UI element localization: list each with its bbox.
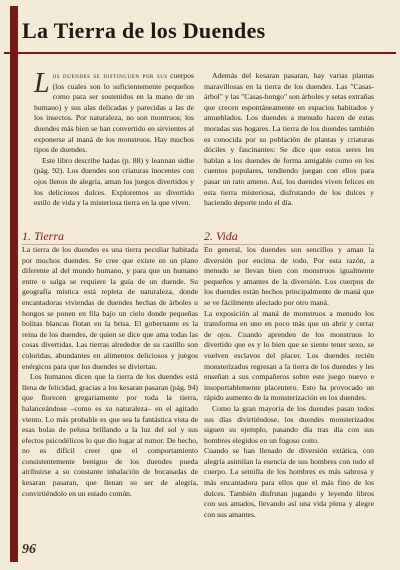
intro-text: cuerpos (los cuales son lo suficientemente pequeños como para ser sostenidos en la mano de un humano) y sus alas delicadas y parecidas a las de los insectos. Por naturaleza, no son montruos; los duendes más bien se han convertido en sirvientes al exponerse al maná de los monstruos. Hay muchos tipos de duendes.: [34, 71, 194, 155]
intro-column-right: [204, 71, 374, 209]
intro-paragraph-2: Este libro describe hadas (p. 88) y leannan sidhe (pág. 92). Los duendes son criaturas inocentes con ojos llenos de alegría, aman los juegos divertidos y los deliciosos dulces. Exploremos su divertido estilo de vida y la misteriosa tierra en la que viven.: [34, 155, 194, 208]
intro-lead: os duendes se distinguen por sus: [52, 71, 168, 80]
drop-cap: L: [34, 68, 50, 99]
intro-column: [34, 68, 194, 209]
vida-paragraph-4: Cuando se han llenado de diversión extática, con alegría asimilan la esencia de sus hombres con todo el cuerpo. La semilla de los hombres es más sabrosa y más encantadora para ellos que el más fino de los dulces. También disfrutan jugando y leyendo libros con sus amados, llevando así una vida plena y alegre con sus amantes.: [204, 446, 374, 519]
tierra-paragraph-1: La tierra de los duendes es una tierra peculiar habitada por muchos duendes. Se cree que existe en un plano diferente al del mundo humano, y para que un humano entre o salga se requiere la guía de un duende. Su geografía mística está repleta de naturaleza, donde encantadoras viviendas de duendes hechas de árboles u hongos se ponen en fila bajo un cielo donde pequeñas bolitas blancas flotan en la brisa. El gobernante es la reina de los duendes, de quien se dice que ama todas las cosas divertidas. Las tierras alrededor de su castillo son coloridas, abundantes en alimentos deliciosos y juegos enérgicos para que los duendes se diviertan.: [22, 245, 198, 371]
tierra-paragraph-2: Los humanos dicen que la tierra de los duendes está llena de felicidad, gracias a los kesaran pasaran (pág. 94) que florecen gregariamente por toda la tierra, balanceándose –como es su naturaleza– en el agitado viento. Lo más probable es que sea la fantástica vista de esas bolas de pelusa brillando a la luz del sol y sus efectos psicodélicos lo que dio lugar al rumor. De hecho, no es difícil creer que el comportamiento consistentemente benigno de los duendes pueda atribuirse a su constante inhalación de bocanadas de kesaran pasaran, que llenan su ser de alegría, convirtiéndolo en un estado común.: [22, 372, 198, 498]
section-heading-vida: 2. Vida: [204, 229, 238, 243]
vida-paragraph-3: Como la gran mayoría de los duendes pasan todos sus días divirtiéndose, los duendes monsterizados siguen su ejemplo, pasando día tras día con sus hombres elegidos en un fogoso coito.: [204, 403, 374, 445]
title-underline: [4, 52, 396, 54]
vida-paragraph-2: La exposición al maná de monstruos a menudo los transforma en uno en poco más que un abrir y cerrar de ojos. Cuando aprenden de los monstruos lo divertido que es y lo bien que se siente tener sexo, se vuelven esclavos del placer. Los duendes recién monsterizados regresan a la tierra de los duendes y les enseñan a sus compañeros sobre este juego nuevo e insoportablemente placentero. Esto ha provocado un rápido aumento de la monsterización en los duendes.: [204, 308, 374, 403]
section-tierra-body: [22, 245, 198, 499]
section-heading-tierra: 1. Tierra: [22, 229, 65, 243]
page-number: 96: [22, 542, 36, 557]
intro-right-paragraph: Además del kesaran pasaran, hay varias plantas maravillosas en la tierra de los duendes. Las "Casas-árbol" y las "Casas-hongo" son árboles y setas extrañas que crecen espontáneamente en espacios habitados y amueblados. Los duendes a menudo hacen de estas moradas sus hogares. La tierra de los duendes también es conocida por su población de plantas y criaturas dóciles y fascinantes: Se dice que estos seres les hablan a los duendes de forma amigable como en los cuentos populares, tendiendo juegan con ellos para pasar un rato ameno. Así, los duendes viven felices en esta tierra misteriosa, disfrutando de los dulces y haciendo deporte todo el día.: [204, 71, 374, 208]
vida-paragraph-1: En general, los duendes son sencillos y aman la diversión por encima de todo. Por esta razón, a menudo se llevan bien con monstruos igualmente pequeños y amantes de la diversión. Los cuerpos de los duendes están hechos principalmente de maná que se ve fácilmente afectado por otro maná.: [204, 245, 374, 307]
section-vida-body: [204, 245, 374, 520]
page-title: La Tierra de los Duendes: [22, 18, 266, 43]
page-border-left: [10, 6, 18, 562]
